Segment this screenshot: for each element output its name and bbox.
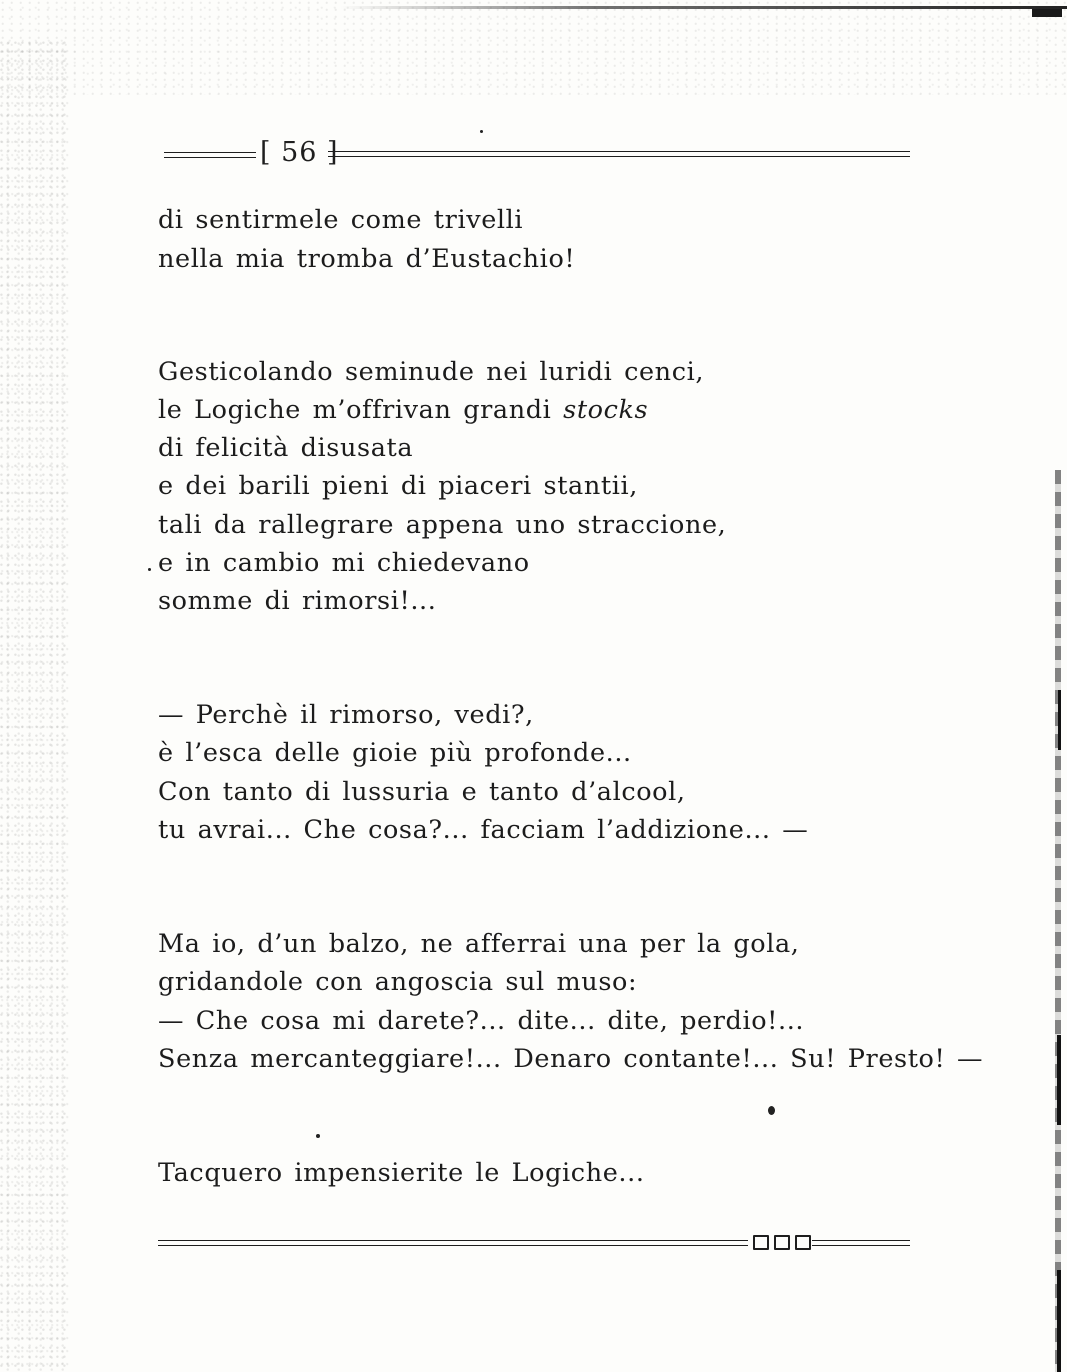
ornament-square bbox=[795, 1235, 811, 1250]
ink-speck bbox=[768, 1106, 775, 1115]
scan-edge-right-dark bbox=[1057, 1035, 1061, 1125]
header-rule-right bbox=[328, 151, 910, 157]
page-header bbox=[158, 137, 910, 170]
ornament-square bbox=[753, 1235, 769, 1250]
ink-speck bbox=[148, 568, 151, 571]
poem-line: tali da rallegrare appena uno straccione, bbox=[158, 510, 727, 540]
scan-edge-right-dark bbox=[1057, 1270, 1061, 1372]
poem-line: — Che cosa mi darete?... dite... dite, perdio!... bbox=[158, 1006, 805, 1036]
poem-line: Senza mercanteggiare!... Denaro contante!... Su! Presto! — bbox=[158, 1044, 984, 1074]
poem-line: gridandole con angoscia sul muso: bbox=[158, 967, 638, 997]
scan-edge-right-dark bbox=[1058, 690, 1061, 750]
poem-line: è l’esca delle gioie più profonde... bbox=[158, 738, 632, 768]
page-number: [ 56 ] bbox=[260, 137, 339, 168]
poem-line: di felicità disusata bbox=[158, 433, 414, 463]
page-footer bbox=[158, 1234, 910, 1254]
poem-line-with-italic bbox=[158, 395, 648, 425]
poem-line: Tacquero impensierite le Logiche... bbox=[158, 1158, 645, 1188]
poem-line: Gesticolando seminude nei luridi cenci, bbox=[158, 357, 705, 387]
scan-edge-right bbox=[1055, 470, 1061, 1372]
three-squares-ornament bbox=[753, 1235, 811, 1250]
scan-noise-left bbox=[0, 40, 70, 1372]
header-rule-left bbox=[164, 152, 256, 158]
scan-noise-top bbox=[0, 0, 1067, 95]
footer-rule-left bbox=[158, 1240, 748, 1246]
poem-line: di sentirmele come trivelli bbox=[158, 205, 524, 235]
scan-edge-top bbox=[340, 6, 1067, 9]
poem-line: e dei barili pieni di piaceri stantii, bbox=[158, 471, 638, 501]
poem-line: nella mia tromba d’Eustachio! bbox=[158, 244, 576, 274]
poem-line: Ma io, d’un balzo, ne afferrai una per la gola, bbox=[158, 929, 800, 959]
ornament-square bbox=[774, 1235, 790, 1250]
scan-corner-mark bbox=[1032, 9, 1062, 17]
poem-line: — Perchè il rimorso, vedi?, bbox=[158, 700, 534, 730]
footer-rule-right bbox=[812, 1240, 910, 1246]
italic-word: stocks bbox=[563, 395, 649, 425]
poem-line-text: le Logiche m’offrivan grandi bbox=[158, 395, 564, 425]
ink-speck bbox=[480, 130, 483, 133]
poem-line: Con tanto di lussuria e tanto d’alcool, bbox=[158, 777, 686, 807]
poem-line: tu avrai... Che cosa?... facciam l’addizione... — bbox=[158, 815, 809, 845]
ink-speck bbox=[316, 1134, 320, 1138]
poem-line: somme di rimorsi!... bbox=[158, 586, 437, 616]
poem-line: e in cambio mi chiedevano bbox=[158, 548, 530, 578]
